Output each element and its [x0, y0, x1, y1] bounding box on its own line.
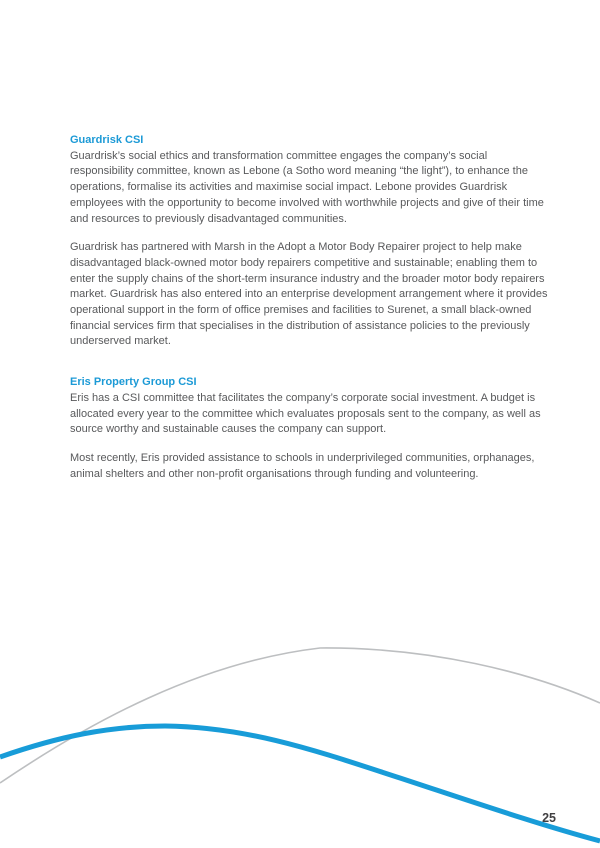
page-content: [70, 133, 552, 495]
blue-curve-line: [0, 726, 600, 841]
section-heading-guardrisk-csi: Guardrisk CSI: [70, 134, 144, 146]
section-eris-property-group-csi: [70, 375, 552, 482]
paragraph: Guardrisk’s social ethics and transformation committee engages the company’s social responsibility committee, known as Lebone (a Sotho word meaning “the light”), to enhance the operations, formalise its activities and maximise social impact. Lebone provides Guardrisk employees with the opportunity to become involved with worthwhile projects and give of their time and resources to previously disadvantaged communities.: [70, 149, 544, 225]
paragraph: Guardrisk has partnered with Marsh in the Adopt a Motor Body Repairer project to help make disadvantaged black-owned motor body repairers competitive and sustainable; enabling them to enter the supply chains of the short-term insurance industry and the broader motor body repairers market. Guardrisk has also entered into an enterprise development arrangement where it provides operational support in the form of office premises and facilities to Surenet, a small black-owned financial services firm that specialises in the distribution of assistance policies to the previously underserved market.: [70, 241, 548, 348]
section-heading-eris-property-group-csi: Eris Property Group CSI: [70, 376, 197, 389]
paragraph: Most recently, Eris provided assistance to schools in underprivileged communities, orphanages, animal shelters and other non-profit organisations through funding and volunteering.: [70, 451, 535, 480]
paragraph: Eris has a CSI committee that facilitates the company’s corporate social investment. A budget is allocated every year to the committee which evaluates proposals sent to the company, as well as source worthy and sustainable causes the company can support.: [70, 391, 541, 436]
section-guardrisk-csi: [70, 133, 552, 350]
gray-curve-line: [0, 648, 600, 783]
page-number: 25: [542, 811, 556, 825]
decorative-swoosh-curves: [0, 616, 600, 848]
